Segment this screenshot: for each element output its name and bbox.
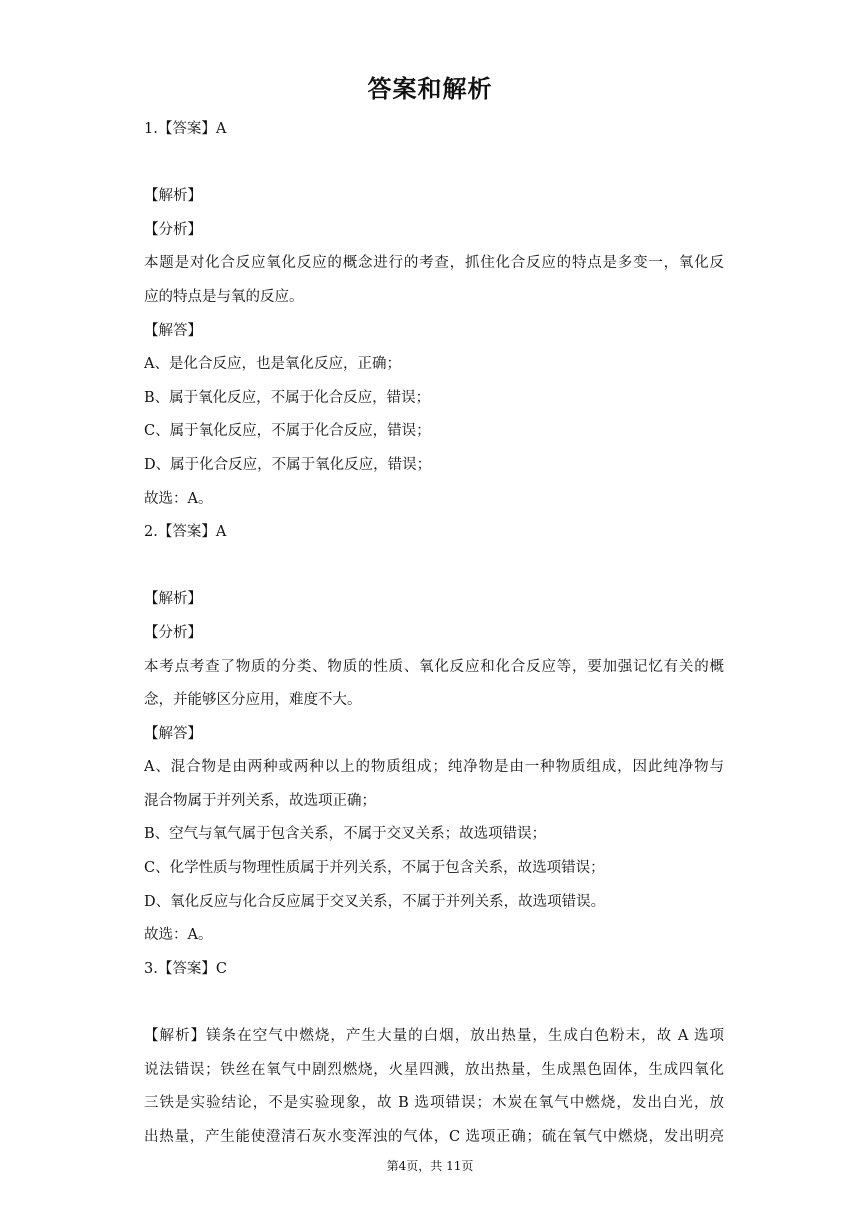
q1-jieda-heading: 【解答】 bbox=[144, 322, 202, 339]
q1-answer: 1.【答案】A bbox=[144, 121, 227, 137]
q1-option-d: D、属于化合反应，不属于氧化反应，错误； bbox=[144, 456, 432, 473]
q1-choice: 故选：A。 bbox=[144, 490, 213, 507]
q2-option-c: C、化学性质与物理性质属于并列关系，不属于包含关系，故选项错误； bbox=[144, 860, 605, 877]
q1-option-b: B、属于氧化反应，不属于化合反应，错误； bbox=[144, 389, 431, 406]
q2-answer: 2.【答案】A bbox=[144, 524, 227, 541]
q2-jieda-heading: 【解答】 bbox=[144, 725, 202, 742]
q3-jiexi-line-1: 【解析】镁条在空气中燃烧，产生大量的白烟，放出热量，生成白色粉末，故 A 选项 bbox=[144, 1028, 724, 1045]
q2-analysis-line-2: 念，并能够区分应用，难度不大。 bbox=[144, 692, 362, 709]
q1-option-a: A、是化合反应，也是氧化反应，正确； bbox=[144, 356, 401, 373]
q1-jiexi-heading: 【解析】 bbox=[144, 188, 202, 205]
document-body bbox=[144, 113, 724, 1154]
page-footer: 第4页，共 11页 bbox=[386, 1159, 474, 1173]
q1-analysis-line-1: 本题是对化合反应氧化反应的概念进行的考查，抓住化合反应的特点是多变一，氧化反 bbox=[144, 255, 724, 272]
q3-jiexi-line-3: 三铁是实验结论，不是实验现象，故 B 选项错误；木炭在氧气中燃烧，发出白光，放 bbox=[144, 1095, 724, 1112]
q1-fenxi-heading: 【分析】 bbox=[144, 221, 202, 238]
q2-option-a-line-1: A、混合物是由两种或两种以上的物质组成；纯净物是由一种物质组成，因此纯净物与 bbox=[144, 759, 724, 776]
blank-line bbox=[144, 550, 724, 584]
q2-choice: 故选：A。 bbox=[144, 927, 213, 944]
blank-line bbox=[144, 986, 724, 1020]
q2-option-d: D、氧化反应与化合反应属于交叉关系，不属于并列关系，故选项错误。 bbox=[144, 893, 606, 910]
q2-analysis-line-1: 本考点考查了物质的分类、物质的性质、氧化反应和化合反应等，要加强记忆有关的概 bbox=[144, 658, 724, 675]
q2-option-a-line-2: 混合物属于并列关系，故选项正确； bbox=[144, 792, 376, 809]
blank-line bbox=[144, 147, 724, 181]
q2-option-b: B、空气与氧气属于包含关系，不属于交叉关系；故选项错误； bbox=[144, 826, 547, 843]
q1-option-c: C、属于氧化反应，不属于化合反应，错误； bbox=[144, 423, 431, 440]
q3-jiexi-line-4: 出热量，产生能使澄清石灰水变浑浊的气体，C 选项正确；硫在氧气中燃烧，发出明亮 bbox=[144, 1128, 724, 1145]
q2-jiexi-heading: 【解析】 bbox=[144, 591, 202, 608]
page-title: 答案和解析 bbox=[367, 75, 493, 103]
q1-analysis-line-2: 应的特点是与氧的反应。 bbox=[144, 288, 304, 305]
q3-answer: 3.【答案】C bbox=[144, 960, 227, 977]
q3-jiexi-line-2: 说法错误；铁丝在氧气中剧烈燃烧，火星四溅，放出热量，生成黑色固体，生成四氧化 bbox=[144, 1061, 724, 1078]
q2-fenxi-heading: 【分析】 bbox=[144, 624, 202, 641]
